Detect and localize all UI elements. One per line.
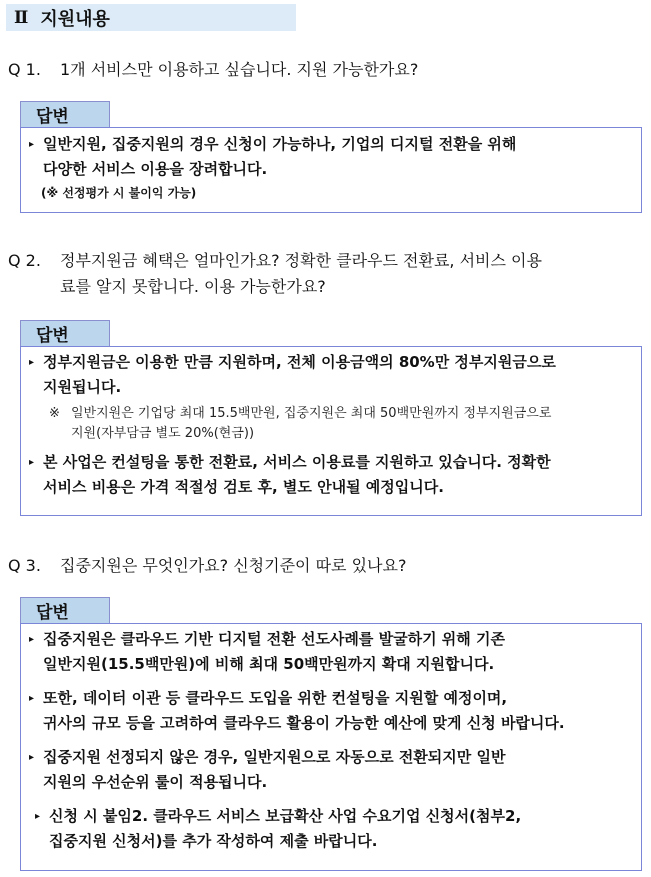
answer-line: 지원됩니다. — [43, 378, 122, 396]
answer-line: 다양한 서비스 이용을 장려합니다. — [43, 160, 268, 178]
question-2 — [8, 248, 648, 300]
reference-mark: ※ — [49, 406, 60, 421]
answer-label: 답변 — [20, 597, 110, 623]
bullet-icon: ▸ — [35, 811, 41, 822]
answer-line: 귀사의 규모 등을 고려하여 클라우드 활용이 가능한 예산에 맞게 신청 바랍니다. — [43, 714, 565, 732]
answer-item — [21, 686, 641, 736]
answer-box-1 — [20, 127, 642, 213]
answer-line: 본 사업은 컨설팅을 통한 전환료, 서비스 이용료를 지원하고 있습니다. 정확한 — [43, 453, 551, 471]
answer-line: 일반지원, 집중지원의 경우 신청이 가능하나, 기업의 디지털 전환을 위해 — [43, 135, 517, 153]
answer-box-3 — [20, 623, 642, 871]
answer-line: 정부지원금은 이용한 만큼 지원하며, 전체 이용금액의 80%만 정부지원금으로 — [43, 353, 556, 371]
question-text: 집중지원은 무엇인가요? 신청기준이 따로 있나요? — [60, 556, 407, 575]
note-line: 일반지원은 기업당 최대 15.5백만원, 집중지원은 최대 50백만원까지 정부지원금으로 — [71, 406, 552, 421]
question-text: 정부지원금 혜택은 얼마인가요? 정확한 클라우드 전환료, 서비스 이용 — [60, 251, 542, 270]
answer-box-2 — [20, 346, 642, 516]
answer-label: 답변 — [20, 320, 110, 346]
question-number: Q 1. — [8, 60, 41, 79]
answer-label: 답변 — [20, 101, 110, 127]
question-text: 1개 서비스만 이용하고 싶습니다. 지원 가능한가요? — [60, 60, 419, 79]
section-title: 지원내용 — [40, 8, 110, 30]
answer-item — [21, 745, 641, 795]
question-text: 료를 알지 못합니다. 이용 가능한가요? — [60, 277, 326, 296]
answer-line: 집중지원은 클라우드 기반 디지털 전환 선도사례를 발굴하기 위해 기존 — [43, 630, 505, 648]
answer-line: 서비스 비용은 가격 적절성 검토 후, 별도 안내될 예정입니다. — [43, 478, 444, 496]
bullet-icon: ▸ — [29, 139, 35, 150]
answer-item — [21, 804, 641, 854]
question-3 — [8, 553, 648, 579]
answer-line: 집중지원 신청서)를 추가 작성하여 제출 바랍니다. — [49, 832, 378, 850]
bullet-icon: ▸ — [29, 752, 35, 763]
bullet-icon: ▸ — [29, 634, 35, 645]
question-number: Q 2. — [8, 251, 41, 270]
answer-line: 지원의 우선순위 룰이 적용됩니다. — [43, 773, 268, 791]
bullet-icon: ▸ — [29, 457, 35, 468]
answer-item — [21, 627, 641, 677]
bullet-icon: ▸ — [29, 693, 35, 704]
answer-line: 또한, 데이터 이관 등 클라우드 도입을 위한 컨설팅을 지원할 예정이며, — [43, 689, 508, 707]
question-1 — [8, 57, 648, 83]
section-header — [6, 4, 296, 31]
answer-line: 신청 시 붙임2. 클라우드 서비스 보급확산 사업 수요기업 신청서(첨부2, — [49, 807, 522, 825]
answer-item — [21, 450, 641, 500]
section-numeral: Ⅱ — [14, 7, 29, 28]
answer-line: 집중지원 선정되지 않은 경우, 일반지원으로 자동으로 전환되지만 일반 — [43, 748, 506, 766]
answer-item — [21, 132, 641, 182]
answer-item — [21, 350, 641, 400]
answer-note — [21, 404, 641, 444]
question-number: Q 3. — [8, 556, 41, 575]
note-line: 지원(자부담금 별도 20%(현금)) — [71, 426, 255, 441]
answer-note: (※ 선정평가 시 불이익 가능) — [41, 186, 197, 200]
answer-line: 일반지원(15.5백만원)에 비해 최대 50백만원까지 확대 지원합니다. — [43, 655, 495, 673]
bullet-icon: ▸ — [29, 357, 35, 368]
